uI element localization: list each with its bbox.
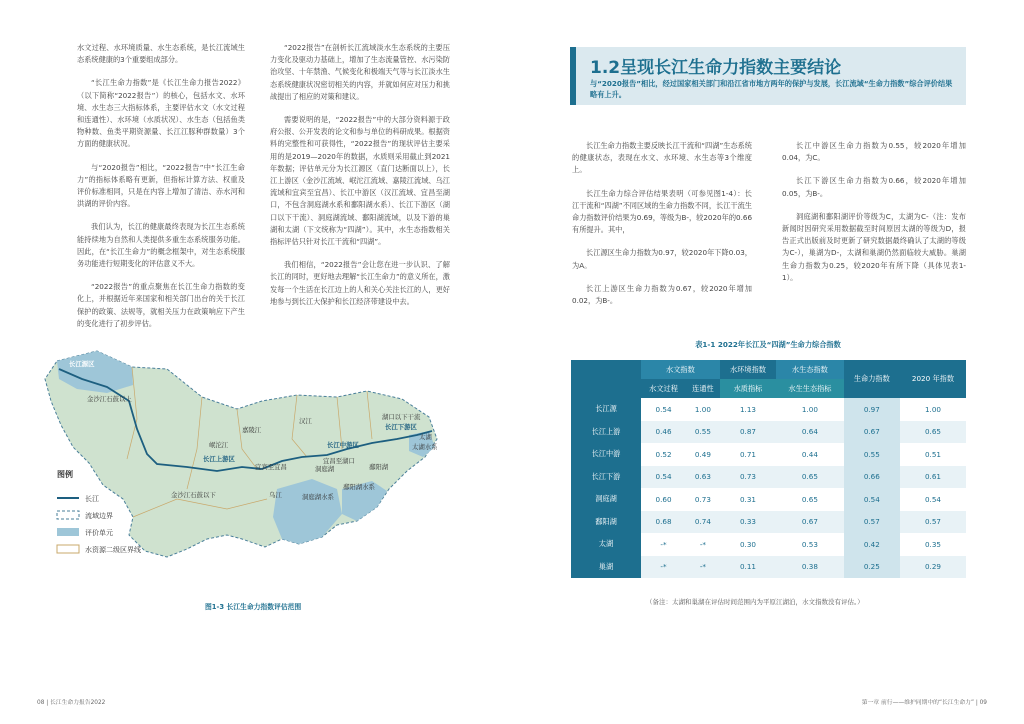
right-footer: 第一章 前行——维护同期中的“长江生命力” | 09 <box>861 700 987 706</box>
table-cell: 0.44 <box>776 443 844 466</box>
table-row <box>571 533 966 556</box>
region-label: 太湖 <box>419 433 432 441</box>
region-label: 湖口以下干流 <box>382 413 421 421</box>
table-cell: 0.25 <box>844 556 900 579</box>
table-cell: 0.87 <box>720 421 776 444</box>
table-cell: 0.64 <box>776 421 844 444</box>
legend-item: 长江 <box>85 495 99 503</box>
region-label: 长江下游区 <box>385 423 417 431</box>
region-label: 洞庭湖水系 <box>302 493 334 501</box>
region-label: 乌江 <box>269 491 282 499</box>
table-corner <box>571 360 641 398</box>
region-label: 鄱阳湖 <box>369 463 389 471</box>
legend-item: 流域边界 <box>85 512 113 520</box>
region-label: 宜昌至湖口 <box>323 457 355 465</box>
table-cell: 0.33 <box>720 511 776 534</box>
table-row <box>571 466 966 489</box>
paragraph: 与“2020报告”相比，“2022报告”中“长江生命力”的指标体系略有更新，但指标计算方法、权重及评价标准相同，只是在内容上增加了清洁、赤水河和洪湖的评价内容。 <box>77 162 245 209</box>
legend-unit-swatch <box>57 528 79 536</box>
legend-subbasin-swatch <box>57 545 79 553</box>
region-label: 长江上游区 <box>203 455 235 463</box>
region-label: 汉江 <box>299 417 312 425</box>
table-cell: 1.13 <box>720 398 776 421</box>
paragraph: 长江生命力指数主要反映长江干流和“四湖”生态系统的健康状态，表现在水文、水环境、水生态等3个维度上。 <box>572 141 752 175</box>
paragraph: 我们相信，“2022报告”会让您在进一步认识、了解长江的同时，更好地去理解“长江生命力”的意义所在，激发每一个生活在长江边上的人和关心关注长江的人，更好地参与到长江大保护和长江经济带建设中去。 <box>270 260 450 306</box>
table-cell: 0.42 <box>844 533 900 556</box>
table-cell: 0.54 <box>641 398 686 421</box>
table-cell: 0.73 <box>720 466 776 489</box>
table-row <box>571 488 966 511</box>
region-label: 太湖水系 <box>412 443 438 451</box>
region-label: 岷沱江 <box>209 441 229 449</box>
region-label: 金沙江石鼓以上 <box>87 395 132 403</box>
header-water-eco: 水生态指数 <box>776 360 844 379</box>
table-cell: 0.63 <box>686 466 720 489</box>
row-header: 洞庭湖 <box>571 488 641 511</box>
table-cell: 0.54 <box>641 466 686 489</box>
paragraph: 需要说明的是，“2022报告”中的大部分资料源于政府公报、公开发表的论文和参与单位的科研成果。根据资料的完整性和可获得性，“2022报告”的现状评估主要采用的是2019—2020年的数据，水质则采用截止到2021年数据；评估单元分为长江源区（直门达断面以上），长江上游区（金沙江流域、岷沱江流域、嘉陵江流域、乌江流域和宜宾至宜昌）、长江中游区（汉江流域、宜昌至湖口，不包含洞庭湖水系和鄱阳湖水系）、长江下游区（湖口以下干流）、洞庭湖流域、鄱阳湖流域，以及下游的巢湖和太湖（下文统称为“四湖”）。其中，水生态指数相关指标评估只针对长江干流和“四湖”。 <box>270 115 450 247</box>
unit-dongting <box>273 479 342 544</box>
paragraph: 长江下游区生命力指数为0.66，较2020年增加0.05，为B-。 <box>782 176 966 198</box>
table-cell: 0.60 <box>641 488 686 511</box>
region-label: 嘉陵江 <box>242 426 262 434</box>
table-cell: 0.55 <box>844 443 900 466</box>
table-cell: 0.67 <box>776 511 844 534</box>
table-cell: 0.65 <box>900 421 966 444</box>
table-cell: 1.00 <box>686 398 720 421</box>
table-row <box>571 443 966 466</box>
row-header: 长江上游 <box>571 421 641 444</box>
table-row <box>571 556 966 579</box>
table-cell: -* <box>686 556 720 579</box>
table-note: （备注：太湖和巢湖在评估时间范围内为平原江湖泊，水文指数没有评估。） <box>646 598 864 606</box>
region-label: 金沙江石鼓以下 <box>171 491 216 499</box>
legend-item: 评价单元 <box>85 529 113 537</box>
table-cell: 0.11 <box>720 556 776 579</box>
right-column-1 <box>572 140 752 318</box>
paragraph: “2022报告”的重点聚焦在长江生命力指数的变化上，并根据近年来国家和相关部门出台的关于长江保护的政策、法规等，就相关压力在政策响应下产生的变化进行了初步评估。 <box>77 282 245 328</box>
table-cell: 0.67 <box>844 421 900 444</box>
subheader-hydro-process: 水文过程 <box>641 379 686 398</box>
paragraph: “长江生命力指数”是《长江生命力报告2022》（以下简称“2022报告”）的核心，包括水文、水环境、水生态三大指标体系，主要评估水文（水文过程和连通性）、水环境（水质状况）、水生态（包括鱼类物种数、鱼类平期资源量、长江江豚种群数量）3个方面的健康状况。 <box>77 78 245 149</box>
table-cell: 0.51 <box>900 443 966 466</box>
table-cell: 0.71 <box>720 443 776 466</box>
subheader-water-quality: 水质指标 <box>720 379 776 398</box>
table-cell: 0.57 <box>900 511 966 534</box>
table-cell: 0.29 <box>900 556 966 579</box>
left-column-1 <box>77 42 245 341</box>
left-column-2 <box>270 42 450 319</box>
table-row <box>571 398 966 421</box>
region-label: 鄱阳湖水系 <box>343 483 375 491</box>
section-subtitle: 与“2020报告”相比，经过国家相关部门和沿江省市地方两年的保护与发展，长江流域“生命力指数”综合评价结果略有上升。 <box>590 79 953 99</box>
table-cell: 0.49 <box>686 443 720 466</box>
row-header: 长江中游 <box>571 443 641 466</box>
table-cell: 0.46 <box>641 421 686 444</box>
row-header: 鄱阳湖 <box>571 511 641 534</box>
region-label: 长江源区 <box>69 360 95 368</box>
table-cell: 1.00 <box>776 398 844 421</box>
table-cell: -* <box>641 533 686 556</box>
row-header: 巢湖 <box>571 556 641 579</box>
table-cell: 0.31 <box>720 488 776 511</box>
header-vitality: 生命力指数 <box>844 360 900 398</box>
paragraph: 我们认为，长江的健康最终表现为长江生态系统能持续地为自然和人类提供多重生态系统服务功能。因此，在“长江生命力”的概念框架中，对生态系统服务功能进行短期变化的评估意义不大。 <box>77 222 245 269</box>
header-hydrology: 水文指数 <box>641 360 720 379</box>
table-cell: 0.65 <box>776 488 844 511</box>
paragraph: 洞庭湖和鄱阳湖评价等级为C，太湖为C-（注：发布新闻时因研究采用数据截至时间原因太湖的等级为D，报告正式出版前及时更新了研究数据最终确认了太湖的等级为C-），巢湖为D-，太湖和巢湖仍然面临较大威胁。巢湖生命力指数为0.25，较2020年有所下降（具体见表1-1）。 <box>782 211 966 282</box>
header-2020: 2020 年指数 <box>900 360 966 398</box>
vitality-index-table <box>571 360 966 578</box>
table-cell: 0.30 <box>720 533 776 556</box>
table-cell: 0.73 <box>686 488 720 511</box>
table-cell: 1.00 <box>900 398 966 421</box>
table-cell: 0.38 <box>776 556 844 579</box>
header-water-env: 水环境指数 <box>720 360 776 379</box>
table-cell: 0.54 <box>844 488 900 511</box>
table-cell: 0.68 <box>641 511 686 534</box>
paragraph: “2022报告”在剖析长江流域淡水生态系统的主要压力变化及驱动力基础上，增加了生态流量管控、水污染防治攻坚、十年禁渔、气候变化和极端天气等与长江淡水生态系统健康状况密切相关的内容，并就如何应对压力和挑战提出了相应的对策和建议。 <box>270 43 450 101</box>
basin-map-svg <box>37 339 442 592</box>
row-header: 长江下游 <box>571 466 641 489</box>
row-header: 长江源 <box>571 398 641 421</box>
section-accent-bar <box>570 47 576 105</box>
legend-title: 图例 <box>57 470 73 479</box>
table-cell: 0.54 <box>900 488 966 511</box>
legend-boundary-swatch <box>57 511 79 519</box>
paragraph: 水文过程、水环境质量、水生态系统，是长江流域生态系统健康的3个重要组成部分。 <box>77 43 245 65</box>
table-cell: 0.57 <box>844 511 900 534</box>
table-cell: 0.52 <box>641 443 686 466</box>
paragraph: 长江上游区生命力指数为0.67，较2020年增加0.02，为B-。 <box>572 283 752 306</box>
table-cell: 0.74 <box>686 511 720 534</box>
map-caption: 图1-3 长江生命力指数评估范围 <box>205 603 302 611</box>
table-cell: -* <box>686 533 720 556</box>
region-label: 洞庭湖 <box>315 465 335 473</box>
subheader-eco-indicator: 水生生态指标 <box>776 379 844 398</box>
right-column-2 <box>782 140 966 295</box>
paragraph: 长江生命力综合评估结果表明（可参见图1-4）：长江干流和“四湖”不同区域的生命力指数不同，长江干流生命力指数评价结果为0.69，等级为B-，较2020年的0.66有所提升。其中， <box>572 188 753 235</box>
table-cell: 0.61 <box>900 466 966 489</box>
table-cell: 0.97 <box>844 398 900 421</box>
row-header: 太湖 <box>571 533 641 556</box>
table-caption: 表1-1 2022年长江及“四湖”生命力综合指数 <box>695 340 841 349</box>
table-cell: 0.35 <box>900 533 966 556</box>
region-label: 宜宾至宜昌 <box>255 463 287 471</box>
subheader-connectivity: 连通性 <box>686 379 720 398</box>
legend-item: 水资源二级区界线 <box>85 546 141 554</box>
table-cell: -* <box>641 556 686 579</box>
table-cell: 0.55 <box>686 421 720 444</box>
table-cell: 0.53 <box>776 533 844 556</box>
paragraph: 长江源区生命力指数为0.97，较2020年下降0.03，为A。 <box>572 248 752 270</box>
region-label: 长江中游区 <box>327 441 359 449</box>
basin-map <box>37 339 442 592</box>
table-cell: 0.65 <box>776 466 844 489</box>
section-header <box>570 47 966 105</box>
table-cell: 0.66 <box>844 466 900 489</box>
table-row <box>571 421 966 444</box>
left-footer: 08 | 长江生命力报告2022 <box>37 700 106 706</box>
table-row <box>571 511 966 534</box>
paragraph: 长江中游区生命力指数为0.55，较2020年增加0.04，为C。 <box>782 141 966 163</box>
section-title: 1.2呈现长江生命力指数主要结论 <box>590 58 842 78</box>
